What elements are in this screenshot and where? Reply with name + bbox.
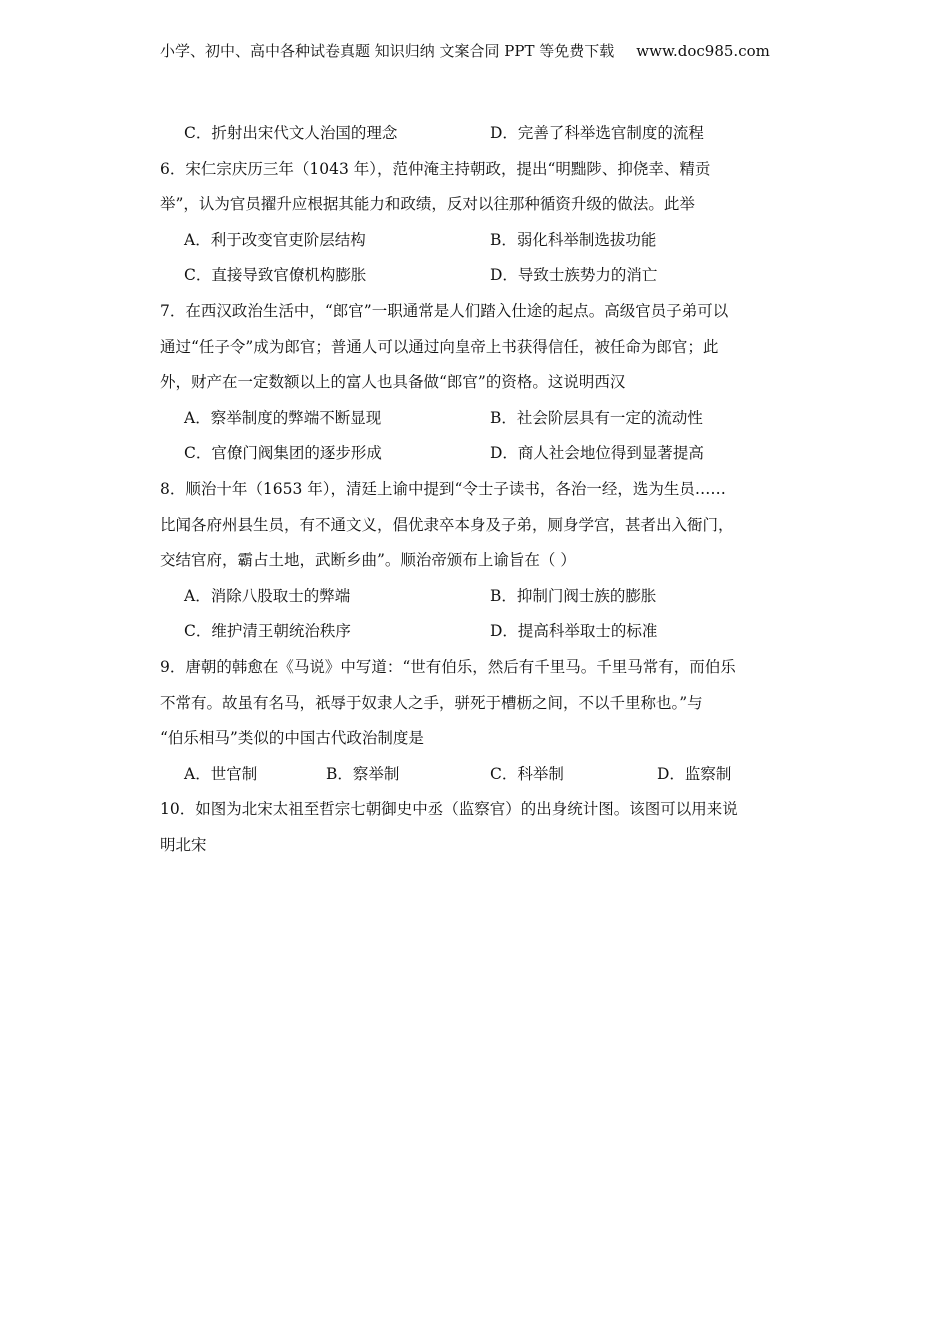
q7-stem-line2: 通过“任子令”成为郎官；普通人可以通过向皇帝上书获得信任，被任命为郎官；此	[160, 337, 719, 356]
q6-stem-line2: 举”，认为官员擢升应根据其能力和政绩，反对以往那种循资升级的做法。此举	[160, 195, 695, 214]
q7-options-cd	[160, 436, 790, 472]
q7-options-ab	[160, 401, 790, 437]
page-header	[160, 40, 800, 62]
q5-options-cd	[160, 116, 790, 152]
q9-option-a: A．世官制	[184, 764, 258, 783]
q7-option-a: A．察举制度的弊端不断显现	[184, 408, 382, 427]
q8-options-ab	[160, 579, 790, 615]
q8-stem-line1: 8．顺治十年（1653 年），清廷上谕中提到“令士子读书，各治一经，选为生员……	[160, 479, 726, 498]
header-text: 小学、初中、高中各种试卷真题 知识归纳 文案合同 PPT 等免费下载	[160, 42, 615, 60]
q6-option-b: B．弱化科举制选拔功能	[490, 230, 657, 249]
q8-option-b: B．抑制门阀士族的膨胀	[490, 586, 657, 605]
q10-stem-line2: 明北宋	[160, 835, 207, 854]
header-site-url: www.doc985.com	[636, 42, 770, 60]
q6-stem-line1: 6．宋仁宗庆历三年（1043 年），范仲淹主持朝政，提出“明黜陟、抑侥幸、精贡	[160, 159, 711, 178]
q5-option-d: D．完善了科举选官制度的流程	[490, 124, 704, 142]
q7-option-d: D．商人社会地位得到显著提高	[490, 444, 704, 463]
q7-stem-line3: 外，财产在一定数额以上的富人也具备做“郎官”的资格。这说明西汉	[160, 373, 626, 392]
q7-option-c: C．官僚门阀集团的逐步形成	[184, 444, 382, 463]
q8-option-c: C．维护清王朝统治秩序	[184, 622, 351, 641]
q9-option-c: C．科举制	[490, 764, 564, 783]
q6-option-d: D．导致士族势力的消亡	[490, 266, 658, 285]
q6-option-c: C．直接导致官僚机构膨胀	[184, 266, 367, 285]
q9-stem-line3: “伯乐相马”类似的中国古代政治制度是	[160, 729, 424, 748]
q8-stem-line3: 交结官府，霸占土地，武断乡曲”。顺治帝颁布上谕旨在（ ）	[160, 551, 576, 570]
q7-stem-line1: 7．在西汉政治生活中，“郎官”一职通常是人们踏入仕途的起点。高级官员子弟可以	[160, 301, 729, 320]
q9-stem-line1: 9．唐朝的韩愈在《马说》中写道：“世有伯乐，然后有千里马。千里马常有，而伯乐	[160, 657, 736, 676]
q7-option-b: B．社会阶层具有一定的流动性	[490, 408, 703, 427]
q9-stem-line2: 不常有。故虽有名马，祇辱于奴隶人之手，骈死于槽枥之间，不以千里称也。”与	[160, 693, 703, 712]
q8-option-d: D．提高科举取士的标准	[490, 622, 658, 641]
q9-option-d: D．监察制	[657, 764, 732, 783]
q6-option-a: A．利于改变官吏阶层结构	[184, 230, 366, 249]
q6-options-cd	[160, 258, 790, 294]
q5-option-c: C．折射出宋代文人治国的理念	[184, 124, 398, 142]
q9-option-b: B．察举制	[326, 764, 400, 783]
q8-option-a: A．消除八股取士的弊端	[184, 586, 351, 605]
q9-options	[160, 757, 790, 793]
question-content	[160, 116, 790, 863]
q8-options-cd	[160, 614, 790, 650]
q6-options-ab	[160, 223, 790, 259]
q8-stem-line2: 比闻各府州县生员，有不通文义，倡优隶卒本身及子弟，厕身学宫，甚者出入衙门，	[160, 515, 734, 534]
q10-stem-line1: 10．如图为北宋太祖至哲宗七朝御史中丞（监察官）的出身统计图。该图可以用来说	[160, 800, 738, 819]
